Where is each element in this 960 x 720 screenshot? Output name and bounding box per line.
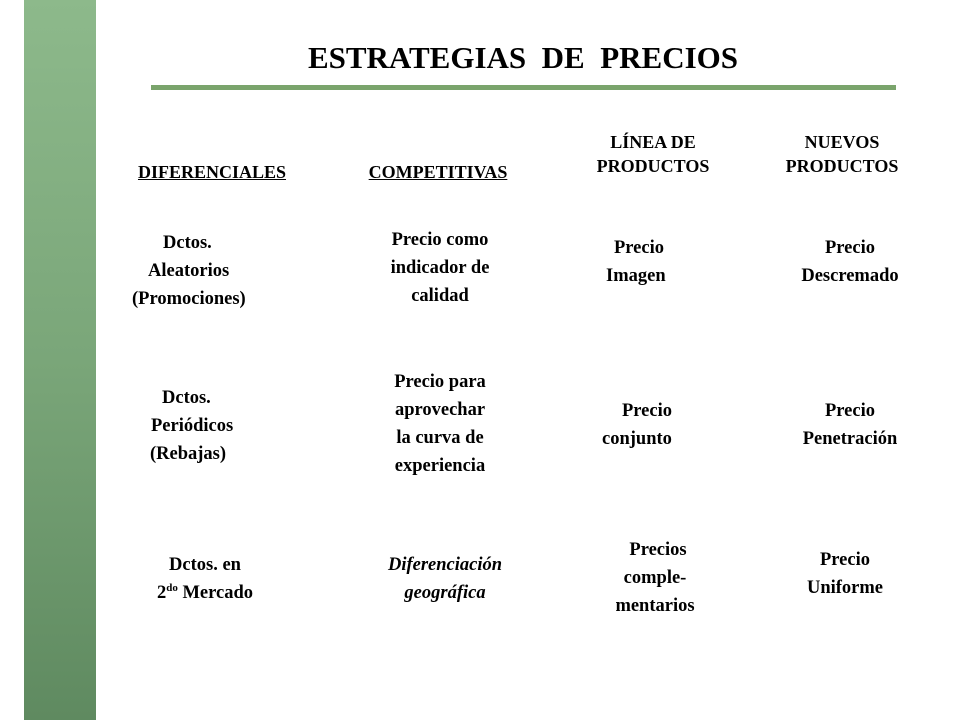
item-line: Descremado — [801, 266, 899, 286]
ordinal-rest: Mercado — [177, 583, 254, 603]
item-line: geográfica — [404, 583, 486, 603]
item-line: Precio — [825, 238, 875, 258]
item-line: Dctos. — [162, 388, 211, 408]
header-competitivas — [340, 160, 536, 184]
header-diferenciales-text: DIFERENCIALES — [137, 162, 287, 182]
diferenciales-item-aleatorios — [130, 229, 278, 313]
item-line: aprovechar — [394, 400, 486, 420]
title-underline-rule — [151, 85, 896, 90]
linea-item-precio-conjunto — [597, 397, 707, 453]
competitivas-item-indicador-calidad — [350, 226, 530, 310]
competitivas-item-diferenciacion-geografica — [350, 551, 540, 607]
item-line — [120, 579, 290, 607]
item-line: Penetración — [802, 429, 898, 449]
nuevos-item-precio-uniforme — [765, 546, 925, 602]
item-line: experiencia — [394, 456, 486, 476]
item-line: Dctos. en — [169, 555, 241, 575]
header-linea-line-1: LÍNEA DE — [610, 132, 696, 152]
item-line: Dctos. — [163, 233, 212, 253]
item-line: Periódicos — [151, 416, 234, 436]
item-line: Aleatorios — [148, 261, 230, 281]
competitivas-item-curva-experiencia — [350, 368, 530, 480]
ordinal-suffix: do — [166, 582, 178, 594]
linea-item-precios-complementarios — [580, 536, 730, 620]
header-nuevos-productos — [757, 130, 927, 178]
header-diferenciales — [112, 160, 312, 184]
item-line: (Promociones) — [132, 289, 246, 309]
item-line: Precios — [629, 540, 687, 560]
decorative-side-bar — [24, 0, 96, 720]
item-line: Uniforme — [806, 578, 884, 598]
item-line: Precio para — [394, 372, 486, 392]
item-line: comple- — [623, 568, 687, 588]
item-line: mentarios — [615, 596, 695, 616]
slide-title: ESTRATEGIAS DE PRECIOS — [307, 40, 739, 75]
diferenciales-item-periodicos — [148, 384, 268, 468]
nuevos-item-precio-penetracion — [770, 397, 930, 453]
header-nuevos-line-1: NUEVOS — [804, 132, 880, 152]
item-line: (Rebajas) — [150, 444, 227, 464]
linea-item-precio-imagen — [597, 234, 707, 290]
item-line: Precio — [825, 401, 875, 421]
header-nuevos-line-2: PRODUCTOS — [785, 156, 899, 176]
header-linea-de-productos — [565, 130, 741, 178]
item-line: calidad — [411, 286, 469, 306]
item-line: Precio — [622, 401, 672, 421]
item-line: conjunto — [602, 429, 672, 449]
nuevos-item-precio-descremado — [770, 234, 930, 290]
item-line: Diferenciación — [387, 555, 503, 575]
item-line: Precio como — [391, 230, 489, 250]
item-line: Precio — [614, 238, 664, 258]
item-line: la curva de — [396, 428, 484, 448]
ordinal-number: 2 — [156, 583, 167, 603]
item-line: indicador de — [390, 258, 490, 278]
header-competitivas-text: COMPETITIVAS — [368, 162, 508, 182]
item-line: Imagen — [606, 266, 666, 286]
item-line: Precio — [820, 550, 870, 570]
header-linea-line-2: PRODUCTOS — [596, 156, 710, 176]
diferenciales-item-segundo-mercado — [120, 551, 290, 607]
